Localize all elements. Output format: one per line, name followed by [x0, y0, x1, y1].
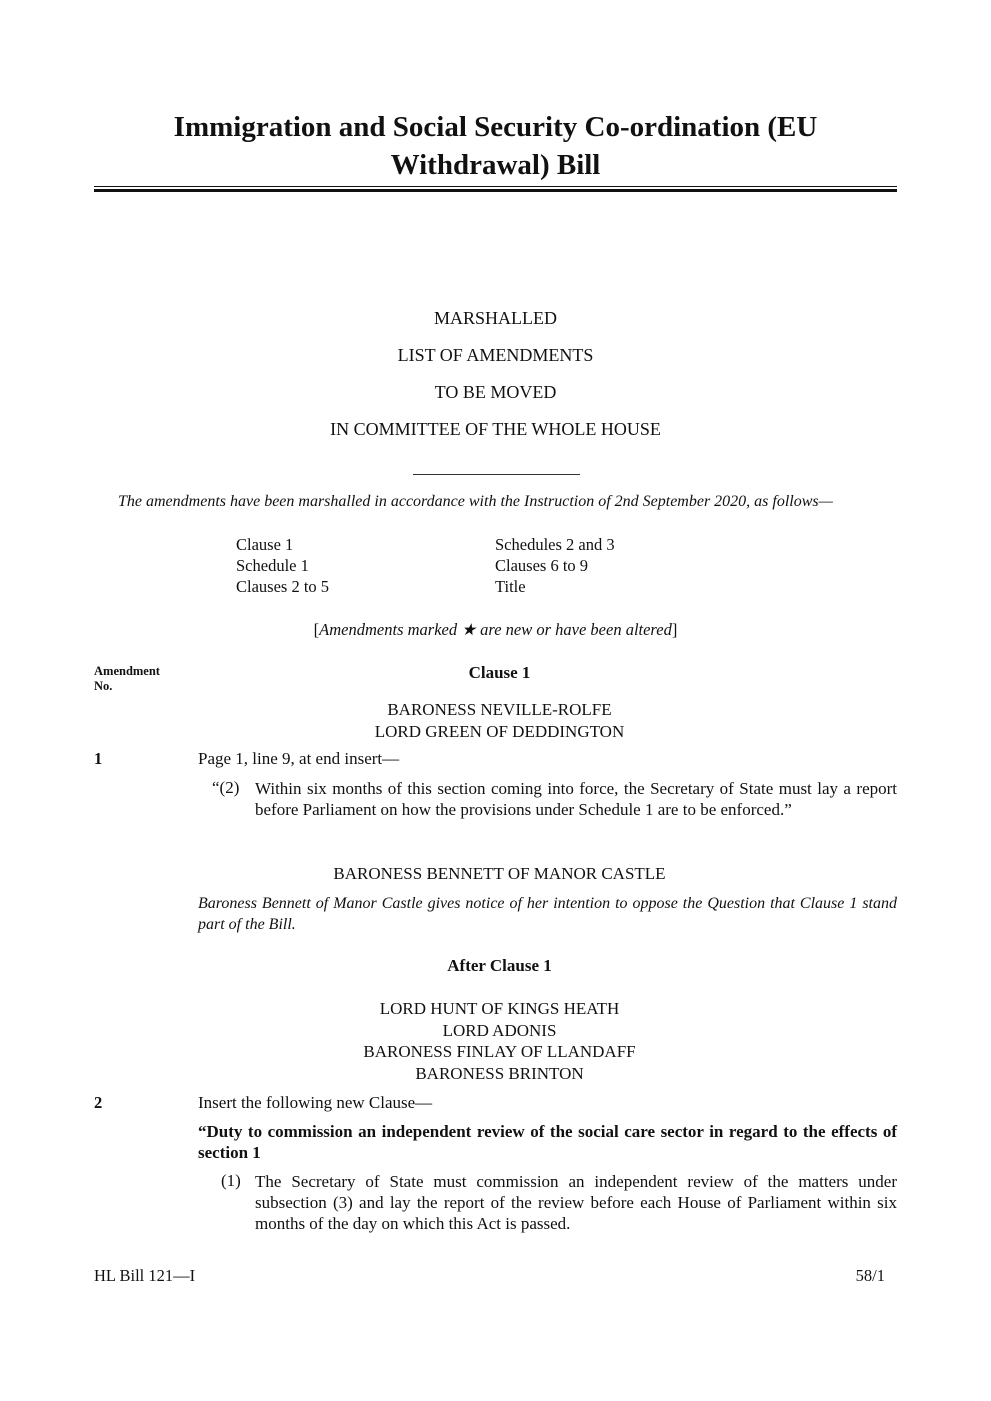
order-item: Clause 1 — [236, 535, 294, 554]
sponsor-name: BARONESS NEVILLE-ROLFE — [387, 700, 612, 719]
order-list-left — [236, 534, 329, 597]
title-rule-thick — [94, 189, 897, 192]
heading-marshalled: MARSHALLED — [433, 308, 557, 328]
star-icon: ★ — [461, 620, 477, 639]
subsection-text: Within six months of this section coming into force, the Secretary of State must lay a report before Parliament on how the provisions under Schedule 1 are to be enforced.” — [255, 779, 897, 819]
sponsor-name: BARONESS FINLAY OF LLANDAFF — [363, 1042, 636, 1061]
order-item: Title — [495, 577, 526, 596]
heading-list-of-amendments: LIST OF AMENDMENTS — [397, 345, 594, 365]
heading-divider — [413, 474, 580, 475]
section-heading-after-clause-1: After Clause 1 — [447, 956, 552, 975]
order-item: Schedule 1 — [236, 556, 309, 575]
amendment-number: 1 — [94, 749, 103, 768]
sponsor-name: LORD GREEN OF DEDDINGTON — [374, 721, 625, 741]
heading-to-be-moved: TO BE MOVED — [434, 382, 557, 402]
title-rule-thin — [94, 186, 897, 187]
subsection-label: “(2) — [212, 778, 240, 797]
sponsor-name: LORD HUNT OF KINGS HEATH — [379, 999, 620, 1018]
section-heading-clause-1: Clause 1 — [468, 663, 531, 682]
sponsor-list — [198, 998, 801, 1084]
stand-part-notice: Baroness Bennett of Manor Castle gives notice of her intention to oppose the Question that Clause 1 stand part of the Bill. — [198, 895, 897, 933]
sponsor-name: BARONESS BENNETT OF MANOR CASTLE — [333, 864, 666, 883]
altered-amendments-note: [Amendments marked ★ are new or have been altered] — [313, 620, 678, 639]
amendment-number: 2 — [94, 1093, 103, 1112]
amendment-instruction: Insert the following new Clause— — [198, 1093, 433, 1112]
bill-title: Immigration and Social Security Co-ordination (EU Withdrawal) Bill — [173, 111, 818, 181]
sponsor-name: LORD ADONIS — [442, 1020, 557, 1040]
subsection-label: (1) — [221, 1171, 241, 1190]
amendment-number-header: Amendment No. — [94, 664, 160, 693]
new-clause-heading: “Duty to commission an independent review of the social care sector in regard to the effects of section 1 — [198, 1122, 897, 1162]
order-item: Clauses 6 to 9 — [495, 556, 589, 575]
sponsor-list — [198, 699, 801, 742]
page-reference: 58/1 — [855, 1266, 885, 1285]
order-item: Clauses 2 to 5 — [236, 577, 330, 596]
bill-reference: HL Bill 121—I — [94, 1266, 196, 1285]
sponsor-list — [198, 863, 801, 885]
marshalling-intro: The amendments have been marshalled in accordance with the Instruction of 2nd September 2020, as follows— — [118, 493, 833, 510]
heading-committee: IN COMMITTEE OF THE WHOLE HOUSE — [330, 419, 661, 439]
subsection-text: The Secretary of State must commission an independent review of the matters under subsection (3) and lay the report of the review before each House of Parliament within six months of the day on which this Act is passed. — [255, 1172, 897, 1233]
order-item: Schedules 2 and 3 — [495, 535, 615, 554]
sponsor-name: BARONESS BRINTON — [415, 1063, 584, 1083]
amendment-instruction: Page 1, line 9, at end insert— — [198, 749, 400, 768]
order-list-right — [495, 534, 615, 597]
